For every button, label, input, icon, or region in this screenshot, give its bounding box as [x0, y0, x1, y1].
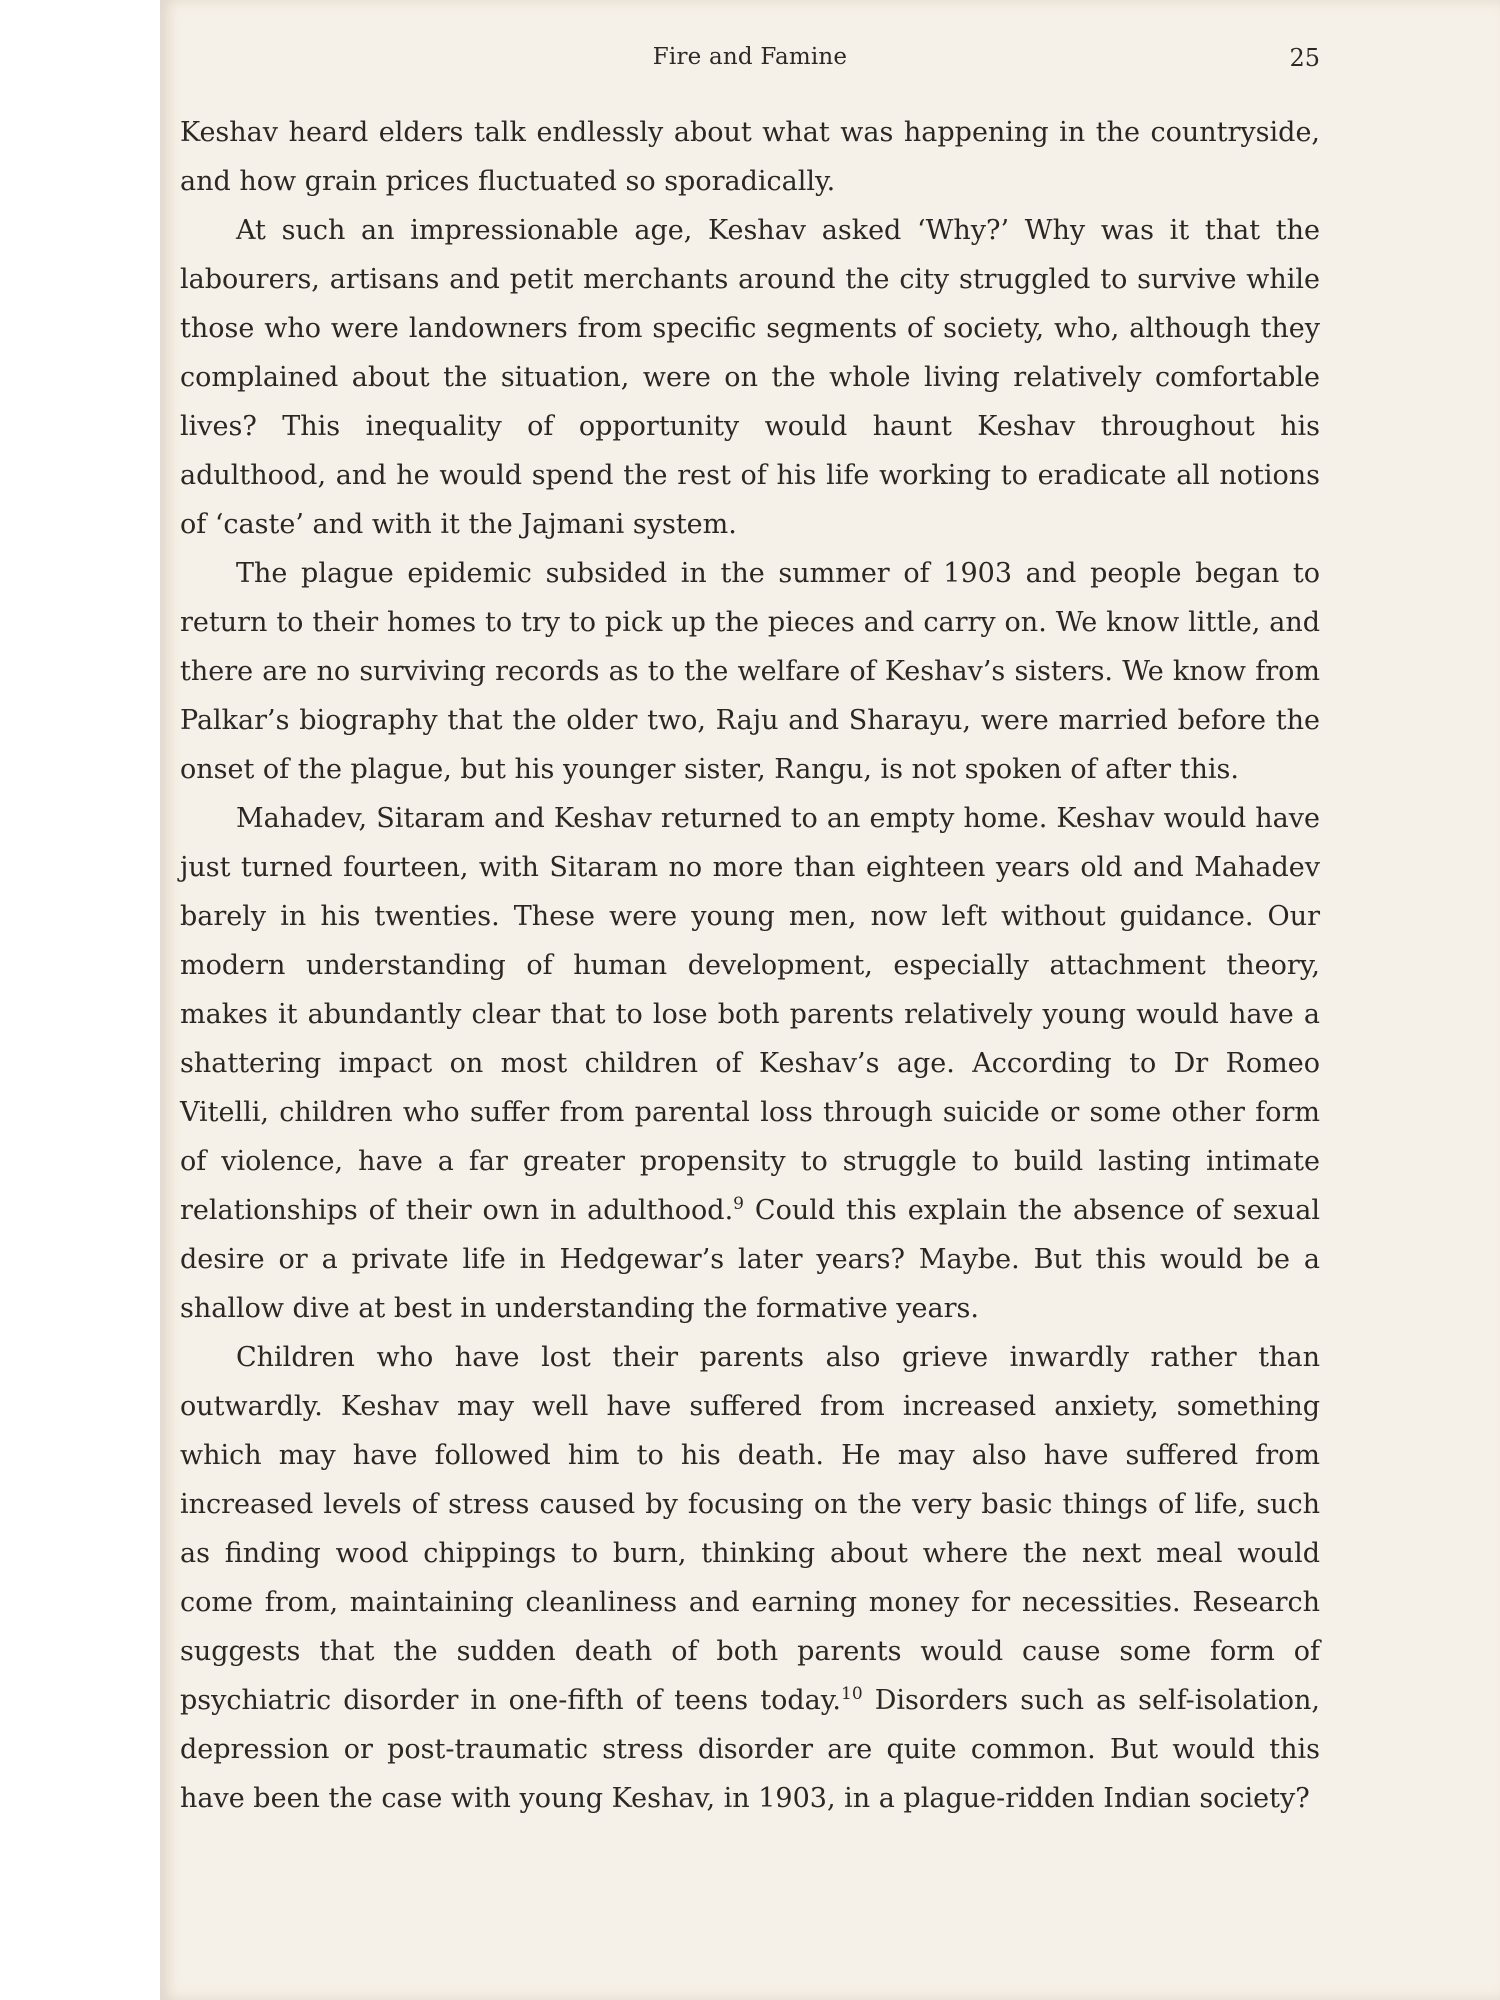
body-text: [180, 108, 1320, 1823]
paragraph-text: Could this explain the absence of sexual desire or a private life in Hedgewar’s later years? Maybe. But this would be a shallow dive at best in understanding the formative years.: [180, 1195, 1320, 1324]
paragraph-2: [180, 206, 1320, 549]
paragraph-1: [180, 108, 1320, 206]
page-number: 25: [1289, 44, 1320, 72]
footnote-marker: 10: [841, 1684, 863, 1704]
page-header: [180, 44, 1320, 84]
paragraph-text: At such an impressionable age, Keshav asked ‘Why?’ Why was it that the labourers, artisans and petit merchants around the city struggled to survive while those who were landowners from specific segments of society, who, although they complained about the situation, were on the whole living relatively comfortable lives? This inequality of opportunity would haunt Keshav throughout his adulthood, and he would spend the rest of his life working to eradicate all notions of ‘caste’ and with it the Jajmani system.: [180, 215, 1320, 540]
running-title: Fire and Famine: [652, 44, 848, 70]
paragraph-3: [180, 549, 1320, 794]
paragraph-5: [180, 1333, 1320, 1823]
footnote-marker: 9: [733, 1194, 744, 1214]
paragraph-text: The plague epidemic subsided in the summer of 1903 and people began to return to their homes to try to pick up the pieces and carry on. We know little, and there are no surviving records as to the welfare of Keshav’s sisters. We know from Palkar’s biography that the older two, Raju and Sharayu, were married before the onset of the plague, but his younger sister, Rangu, is not spoken of after this.: [180, 558, 1320, 785]
paragraph-text: Keshav heard elders talk endlessly about what was happening in the countryside, and how grain prices fluctuated so sporadically.: [180, 117, 1320, 197]
paragraph-4: [180, 794, 1320, 1333]
paragraph-text: Disorders such as self-isolation, depression or post-traumatic stress disorder are quite common. But would this have been the case with young Keshav, in 1903, in a plague-ridden Indian society?: [180, 1685, 1320, 1814]
paragraph-text: Children who have lost their parents also grieve inwardly rather than outwardly. Keshav may well have suffered from increased anxiety, something which may have followed him to his death. He may also have suffered from increased levels of stress caused by focusing on the very basic things of life, such as finding wood chippings to burn, thinking about where the next meal would come from, maintaining cleanliness and earning money for necessities. Research suggests that the sudden death of both parents would cause some form of psychiatric disorder in one-fifth of teens today.: [180, 1342, 1320, 1716]
paragraph-text: Mahadev, Sitaram and Keshav returned to an empty home. Keshav would have just turned fourteen, with Sitaram no more than eighteen years old and Mahadev barely in his twenties. These were young men, now left without guidance. Our modern understanding of human development, especially attachment theory, makes it abundantly clear that to lose both parents relatively young would have a shattering impact on most children of Keshav’s age. According to Dr Romeo Vitelli, children who suffer from parental loss through suicide or some other form of violence, have a far greater propensity to struggle to build lasting intimate relationships of their own in adulthood.: [180, 803, 1320, 1226]
